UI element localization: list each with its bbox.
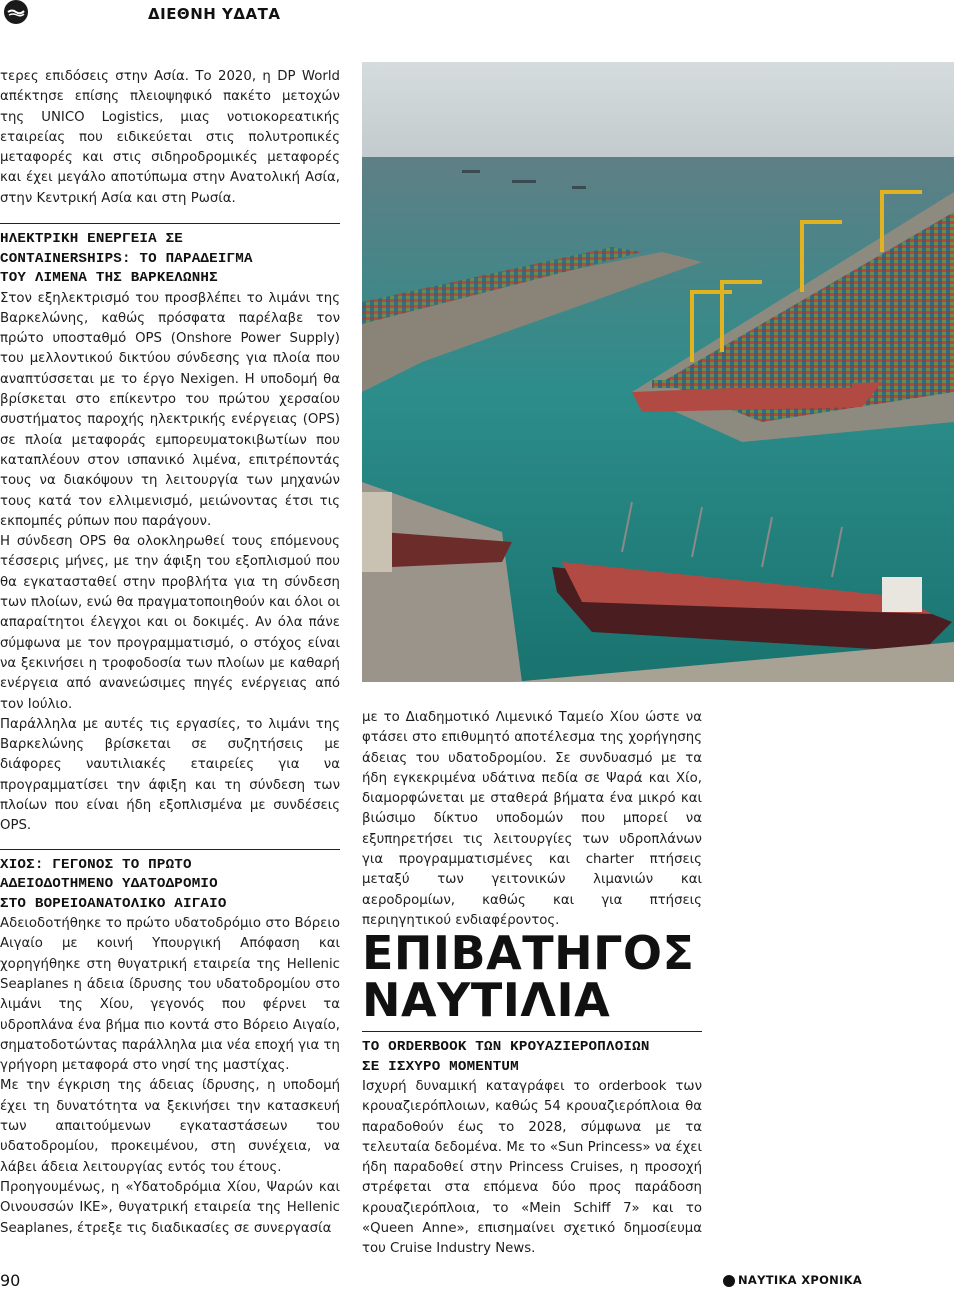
intro-paragraph: τερες επιδόσεις στην Ασία. Το 2020, η DP World απέκτησε επίσης πλειοψηφικό πακέτο μετοχών της UNICO Logistics, μιας νοτιοκορεατικής εταιρείας που ειδικεύεται στις πολυτροπικές μεταφορές και στις σιδηροδρομικές μεταφορές και έχει μεγάλο αποτύπωμα στην Ανατολική Ασία, στην Κεντρική Ασία και στη Ρωσία. <box>0 69 340 206</box>
cruise-block <box>362 1031 702 1260</box>
right-column <box>362 708 702 931</box>
barcelona-paragraph-2: Η σύνδεση OPS θα ολοκληρωθεί τους επόμενους τέσσερις μήνες, με την άφιξη του εξοπλισμού που θα εγκατασταθεί στην προβλήτα για τη σύνδεση των πλοίων, ενώ θα πραγματοποιηθούν και όλοι οι απαραίτητοι έλεγχοι και οι δοκιμές. Αν όλα πάνε σύμφωνα με τον προγραμματισμό, ο στόχος είναι να ξεκινήσει η τροφοδοσία των πλοίων με καθαρή ενέργεια από ανανεώσιμες πηγές ενέργειας από τον Ιούλιο. <box>0 534 340 712</box>
chios-paragraph-2: Με την έγκριση της άδειας ίδρυσης, η υποδομή έχει τη δυνατότητα να ξεκινήσει την κατασκευή των απαιτούμενων εγκαταστάσεων του υδατοδρομίου, προκειμένου, στη συνέχεια, να λάβει άδεια λειτουργίας εντός του έτους. <box>0 1078 340 1175</box>
divider <box>0 223 340 224</box>
section-title: ΕΠΙΒΑΤΗΓΟΣ ΝΑΥΤΙΛΙΑ <box>362 926 695 1027</box>
wave-logo-icon <box>4 0 28 24</box>
barcelona-heading: ΗΛΕΚΤΡΙΚΗ ΕΝΕΡΓΕΙΑ ΣΕ CONTAINERSHIPS: ΤΟ ΠΑΡΑΔΕΙΓΜΑ ΤΟΥ ΛΙΜΕΝΑ ΤΗΣ ΒΑΡΚΕΛΩΝΗΣ <box>0 231 253 287</box>
chios-paragraph-3: Προηγουμένως, η «Υδατοδρόμια Χίου, Ψαρών και Οινουσσών ΙΚΕ», θυγατρική εταιρεία της Hellenic Seaplanes, έτρεξε τις διαδικασίες σε συνεργασία <box>0 1179 340 1236</box>
brand-dot-icon <box>723 1275 735 1287</box>
aerial-port-photo <box>362 62 954 682</box>
left-column <box>0 67 340 1239</box>
barcelona-paragraph-3: Παράλληλα με αυτές τις εργασίες, το λιμάνι της Βαρκελώνης βρίσκεται σε συζητήσεις με διάφορες ναυτιλιακές εταιρείες για να προγραμματίσει την άφιξη και τη σύνδεση των πλοίων που είναι ήδη εξοπλισμένα με συνδέσεις OPS. <box>0 716 340 834</box>
barcelona-paragraph-1: Στον εξηλεκτρισμό του προσβλέπει το λιμάνι της Βαρκελώνης, καθώς πρόσφατα παρέλαβε τον πρώτο υποσταθμό OPS (Onshore Power Supply) του μελλοντικού δικτύου σύνδεσης για πλοία που αναπτύσσεται με το έργο Nexigen. Η υποδομή θα βρίσκεται στο επίκεντρο του πρώτου χερσαίου συστήματος παροχής ηλεκτρικής ενέργειας (OPS) σε πλοία μεταφοράς εμπορευματοκιβωτίων που καταπλέουν στον ισπανικό λιμένα, επιτρέποντάς τους να διακόψουν τη λειτουργία των μηχανών τους κατά τον ελλιμενισμό, μειώνοντας έτσι τις εκπομπές ρύπων που παράγουν. <box>0 290 340 529</box>
divider <box>0 849 340 850</box>
chios-paragraph-1: Αδειοδοτήθηκε το πρώτο υδατοδρόμιο στο Βόρειο Αιγαίο με κοινή Υπουργική Απόφαση και χορηγήθηκε στη θυγατρική εταιρεία της Hellenic Seaplanes η άδεια ίδρυσης του υδατοδρομίου στο λιμάνι της Χίου, γεγονός που φέρνει τα υδροπλάνα ένα βήμα πιο κοντά στο Βόρειο Αιγαίο, σηματοδοτώντας παράλληλα μια νέα εποχή για τη γρήγορη μεταφορά στο νησί της μαστίχας. <box>0 916 340 1074</box>
page-number: 90 <box>0 1271 21 1290</box>
cruise-heading: ΤΟ ORDERBOOK ΤΩΝ ΚΡΟΥΑΖΙΕΡΟΠΛΟΙΩΝ ΣΕ ΙΣΧΥΡΟ MOMENTUM <box>362 1039 650 1075</box>
brand-name: ΝΑΥΤΙΚΑ ΧΡΟΝΙΚΑ <box>738 1273 863 1287</box>
cruise-paragraph: Ισχυρή δυναμική καταγράφει το orderbook των κρουαζιερόπλοιων, καθώς 54 κρουαζιερόπλοια θα παραδοθούν έως το 2028, σύμφωνα με τα τελευταία δεδομένα. Με το «Sun Princess» να έχει ήδη παραδοθεί στην Princess Cruises, η προσοχή στρέφεται στα επόμενα δύο προς παράδοση κρουαζιερόπλοια, το «Mein Schiff 7» και το «Queen Anne», επισημαίνει σχετικό δημοσίευμα του Cruise Industry News. <box>362 1079 702 1257</box>
chios-heading: ΧΙΟΣ: ΓΕΓΟΝΟΣ ΤΟ ΠΡΩΤΟ ΑΔΕΙΟΔΟΤΗΜΕΝΟ ΥΔΑΤΟΔΡΟΜΙΟ ΣΤΟ ΒΟΡΕΙΟΑΝΑΤΟΛΙΚΟ ΑΙΓΑΙΟ <box>0 856 227 912</box>
continuation-paragraph: με το Διαδημοτικό Λιμενικό Ταμείο Χίου ώστε να φτάσει στο επιθυμητό αποτέλεσμα της χορήγησης άδειας του υδατοδρομίου. Σε συνδυασμό με τα ήδη εγκεκριμένα υδάτινα πεδία σε Ψαρά και Χίο, διαμορφώνεται με σταθερά βήματα ένα μικρό και βιώσιμο δίκτυο υποδομών που μπορεί να εξυπηρετήσει τις λειτουργίες των υδροπλάνων για προγραμματισμένες και charter πτήσεις μεταξύ των γειτονικών λιμανιών και αεροδρομίων, καθώς και για πτήσεις περιηγητικού ενδιαφέροντος. <box>362 710 702 928</box>
divider <box>362 1031 702 1032</box>
section-label: ΔΙΕΘΝΗ ΥΔΑΤΑ <box>148 5 281 23</box>
